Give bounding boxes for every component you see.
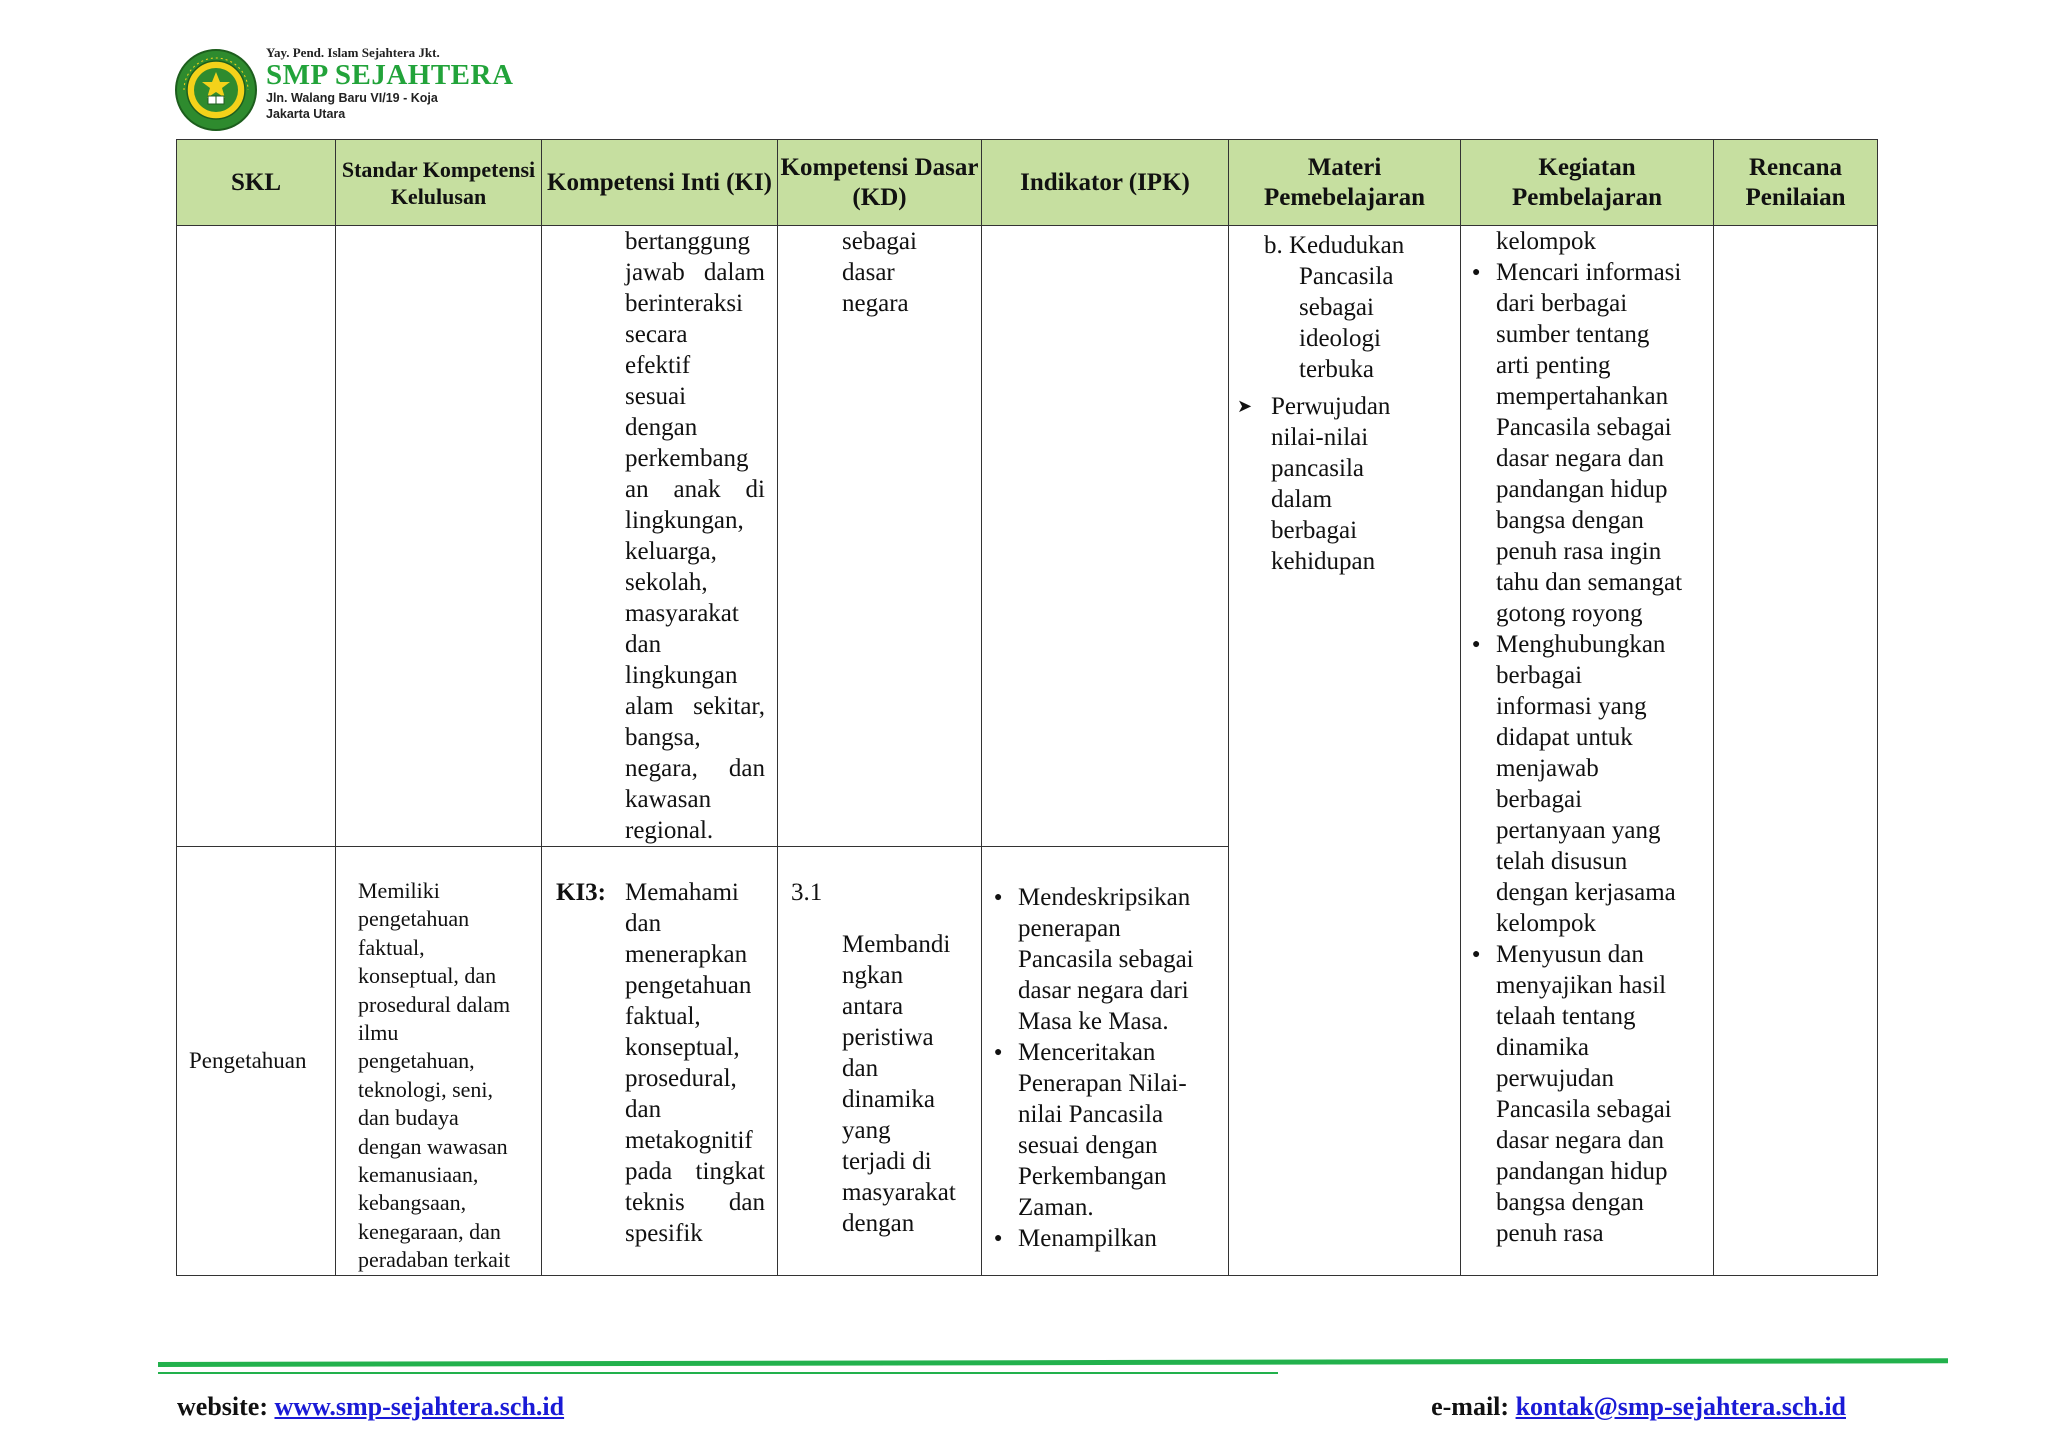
- ki-line: faktual,: [625, 1003, 701, 1030]
- address-line-1: Jln. Walang Baru VI/19 - Koja: [266, 91, 438, 105]
- kd-line: dinamika: [842, 1086, 936, 1113]
- skk-line: faktual,: [358, 934, 425, 960]
- kd-line: sebagai: [842, 228, 917, 255]
- letterhead-text: [266, 46, 513, 122]
- kd-number: 3.1: [791, 879, 823, 906]
- kd-text: [778, 908, 981, 1239]
- skk-line: dan budaya: [358, 1105, 459, 1131]
- materi-line: sebagai: [1299, 294, 1374, 321]
- ipk-cell: [982, 847, 1229, 1276]
- ki-line: teknis dan: [625, 1189, 765, 1216]
- kd-line: negara: [842, 290, 909, 317]
- ki-line: an anak di: [625, 476, 765, 503]
- ki-line: lingkungan: [625, 662, 738, 689]
- ipk-cell: [982, 226, 1229, 847]
- letterhead: [174, 44, 534, 136]
- ki-text: [542, 226, 777, 846]
- lesson-plan-table: [176, 139, 1878, 1276]
- skk-line: ilmu: [358, 1020, 399, 1046]
- kd-cell: [778, 847, 982, 1276]
- email-label: e-mail:: [1431, 1392, 1510, 1421]
- ipk-item: ● Menampilkan: [994, 1223, 1224, 1254]
- skk-line: teknologi, seni,: [358, 1076, 494, 1102]
- kd-line: yang: [842, 1117, 891, 1144]
- kegiatan-item: ● Mencari informasi dari berbagai sumber tentang arti penting mempertahankan Pancasila sebagai dasar negara dan pandangan hidup bangsa dengan penuh rasa ingin tahu dan semangat gotong royong: [1472, 257, 1713, 629]
- ki-line: bertanggung: [625, 228, 750, 255]
- ki-line: dan: [625, 910, 662, 937]
- materi-line: nilai-nilai: [1271, 424, 1369, 451]
- materi-cell: [1229, 226, 1461, 1276]
- col-header-penilaian: Rencana Penilaian: [1714, 140, 1878, 226]
- skl-cell: [177, 226, 336, 847]
- col-header-ki: Kompetensi Inti (KI): [542, 140, 778, 226]
- ipk-list: [982, 847, 1228, 1254]
- ki-line: masyarakat: [625, 600, 739, 627]
- col-header-ipk: Indikator (IPK): [982, 140, 1229, 226]
- arrow-bullet-icon: ➤: [1237, 396, 1253, 416]
- ki-line: keluarga,: [625, 538, 717, 565]
- ki-line: konseptual,: [625, 1034, 740, 1061]
- table-row: [177, 226, 1878, 847]
- kd-line: antara: [842, 993, 904, 1020]
- materi-line: Pancasila: [1299, 263, 1394, 290]
- materi-arrow-text: [1271, 391, 1460, 577]
- skk-text: [336, 847, 541, 1275]
- materi-line: b. Kedudukan: [1264, 232, 1405, 259]
- email-link[interactable]: kontak@smp-sejahtera.sch.id: [1515, 1392, 1846, 1421]
- kegiatan-cell: [1461, 226, 1714, 1276]
- website-link[interactable]: www.smp-sejahtera.sch.id: [274, 1392, 565, 1421]
- footer-divider: [158, 1358, 1948, 1367]
- ki-line: regional.: [625, 817, 714, 844]
- kd-line: Membandi: [842, 931, 951, 958]
- ki-cell: [542, 847, 778, 1276]
- ki-line: pada tingkat: [625, 1158, 765, 1185]
- ki-line: negara, dan: [625, 755, 765, 782]
- skk-line: konseptual, dan: [358, 963, 497, 989]
- kd-line: peristiwa: [842, 1024, 934, 1051]
- kd-text: [778, 226, 981, 319]
- kegiatan-list: [1461, 257, 1713, 1249]
- skk-line: pengetahuan,: [358, 1048, 475, 1074]
- skk-line: kebangsaan,: [358, 1190, 467, 1216]
- ki-line: lingkungan,: [625, 507, 744, 534]
- materi-line: kehidupan: [1271, 548, 1376, 575]
- materi-line: terbuka: [1299, 356, 1374, 383]
- ki-line: dan: [625, 631, 662, 658]
- table-header-row: [177, 140, 1878, 226]
- ki-line: secara: [625, 321, 688, 348]
- kd-cell: [778, 226, 982, 847]
- ki-line: spesifik: [625, 1220, 703, 1247]
- ipk-item: ● Mendeskripsikan penerapan Pancasila sebagai dasar negara dari Masa ke Masa.: [994, 882, 1224, 1037]
- penilaian-cell: [1714, 226, 1878, 1276]
- website-label: website:: [177, 1392, 268, 1421]
- materi-line: pancasila: [1271, 455, 1365, 482]
- foundation-name: Yay. Pend. Islam Sejahtera Jkt.: [266, 45, 440, 60]
- ki-line: efektif: [625, 352, 691, 379]
- skk-line: prosedural dalam: [358, 991, 511, 1017]
- ki-line: sesuai: [625, 383, 687, 410]
- ki-line: prosedural,: [625, 1065, 737, 1092]
- skk-line: kemanusiaan,: [358, 1162, 479, 1188]
- skk-line: kenegaraan, dan: [358, 1218, 501, 1244]
- ki-line: sekolah,: [625, 569, 708, 596]
- kd-line: masyarakat: [842, 1179, 956, 1206]
- ki-line: dengan: [625, 414, 698, 441]
- skk-line: peradaban terkait: [358, 1247, 511, 1273]
- materi-line: berbagai: [1271, 517, 1358, 544]
- kd-line: ngkan: [842, 962, 904, 989]
- skk-cell: [336, 226, 542, 847]
- ki-text: [625, 877, 765, 1249]
- materi-item-b: [1229, 226, 1460, 385]
- materi-line: ideologi: [1299, 325, 1381, 352]
- kd-line: dasar: [842, 259, 895, 286]
- kd-line: terjadi di: [842, 1148, 932, 1175]
- school-name: SMP SEJAHTERA: [266, 59, 514, 91]
- ki-label: KI3:: [556, 879, 606, 906]
- col-header-skl: SKL: [177, 140, 336, 226]
- col-header-kegiatan: Kegiatan Pembelajaran: [1461, 140, 1714, 226]
- ki-line: berinteraksi: [625, 290, 744, 317]
- skk-line: pengetahuan: [358, 906, 470, 932]
- kd-line: dan: [842, 1055, 879, 1082]
- ki-line: jawab dalam: [625, 259, 765, 286]
- ki-line: menerapkan: [625, 941, 748, 968]
- col-header-materi: Materi Pemebelajaran: [1229, 140, 1461, 226]
- kegiatan-item: ● Menghubungkan berbagai informasi yang didapat untuk menjawab berbagai pertanyaan yang telah disusun dengan kerjasama kelompok: [1472, 629, 1713, 939]
- ki-line: metakognitif: [625, 1127, 753, 1154]
- ki-line: Memahami: [625, 879, 739, 906]
- ki-line: kawasan: [625, 786, 712, 813]
- skl-cell: [177, 847, 336, 1276]
- materi-arrow-item: [1229, 391, 1460, 577]
- school-logo: [174, 48, 258, 132]
- skk-cell: [336, 847, 542, 1276]
- ki-line: dan: [625, 1096, 662, 1123]
- ipk-item: ● Menceritakan Penerapan Nilai- nilai Pancasila sesuai dengan Perkembangan Zaman.: [994, 1037, 1224, 1223]
- col-header-skk: Standar Kompetensi Kelulusan: [336, 140, 542, 226]
- kegiatan-lead: kelompok: [1496, 228, 1596, 255]
- kegiatan-item: ● Menyusun dan menyajikan hasil telaah tentang dinamika perwujudan Pancasila sebagai dasar negara dan pandangan hidup bangsa dengan penuh rasa: [1472, 939, 1713, 1249]
- footer-website: [177, 1392, 564, 1422]
- ki-line: bangsa,: [625, 724, 701, 751]
- materi-line: dalam: [1271, 486, 1333, 513]
- skk-line: dengan wawasan: [358, 1133, 508, 1159]
- ki-line: alam sekitar,: [625, 693, 765, 720]
- ki-line: perkembang: [625, 445, 749, 472]
- footer-divider-thin: [158, 1372, 1278, 1374]
- kd-line: dengan: [842, 1210, 915, 1237]
- skl-text: Pengetahuan: [189, 1048, 307, 1074]
- ki-line: pengetahuan: [625, 972, 752, 999]
- skk-line: Memiliki: [358, 878, 440, 903]
- ki-cell: [542, 226, 778, 847]
- col-header-kd: Kompetensi Dasar (KD): [778, 140, 982, 226]
- materi-line: Perwujudan: [1271, 393, 1391, 420]
- footer-email: [1431, 1392, 1846, 1422]
- address-line-2: Jakarta Utara: [266, 107, 346, 121]
